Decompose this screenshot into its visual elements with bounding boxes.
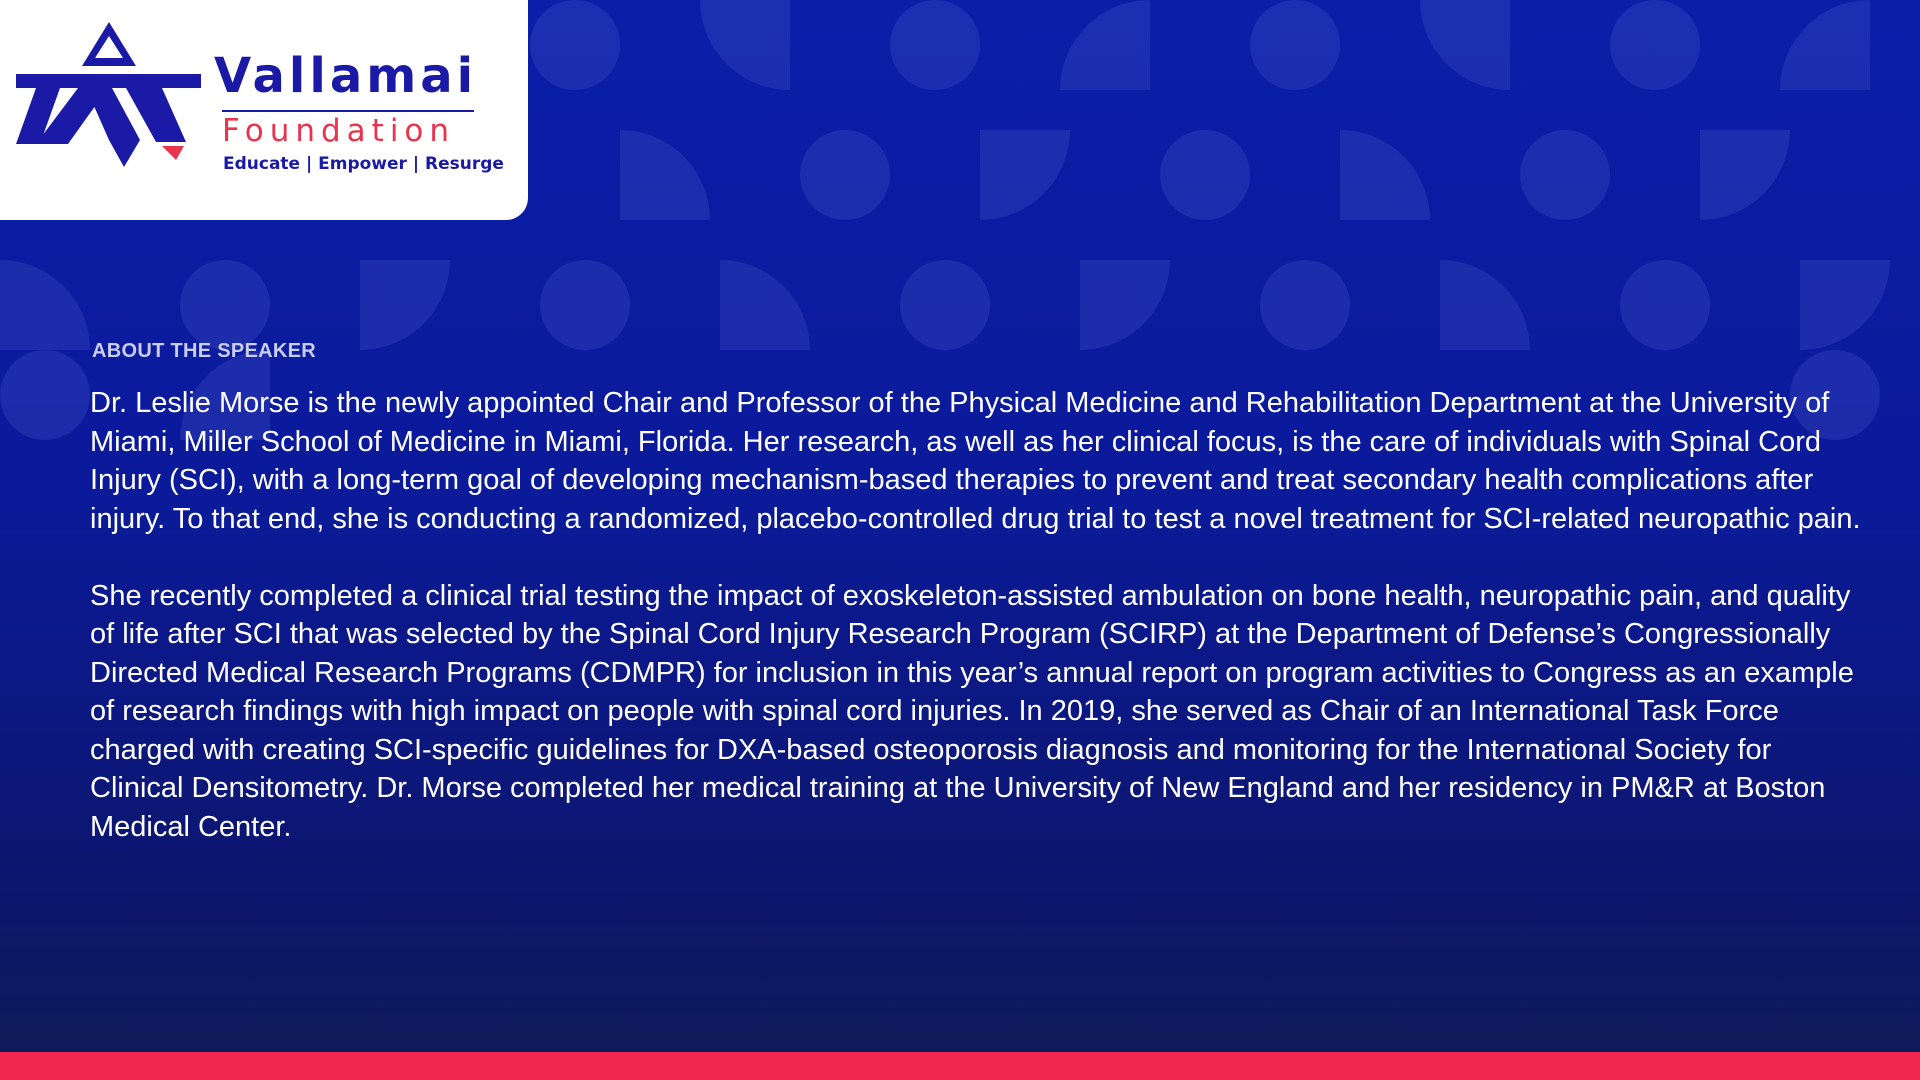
- brand-name: Vallamai: [214, 48, 478, 104]
- bio-paragraph-2: She recently completed a clinical trial testing the impact of exoskeleton-assisted ambulation on bone health, neuropathic pain, and quality of life after SCI that was selected by the Spinal Cord Injury Research Program (SCIRP) at the Department of Defense’s Congressionally Directed Medical Research Programs (CDMPR) for inclusion in this year’s annual report on program activities to Congress as an example of research findings with high impact on people with spinal cord injuries. In 2019, she served as Chair of an International Task Force charged with creating SCI-specific guidelines for DXA-based osteoporosis diagnosis and monitoring for the International Society for Clinical Densitometry. Dr. Morse completed her medical training at the University of New England and her residency in PM&R at Boston Medical Center.: [90, 579, 1854, 843]
- speaker-bio: [90, 384, 1870, 885]
- bio-paragraph-1: Dr. Leslie Morse is the newly appointed Chair and Professor of the Physical Medicine and Rehabilitation Department at the University of Miami, Miller School of Medicine in Miami, Florida. Her research, as well as her clinical focus, is the care of individuals with Spinal Cord Injury (SCI), with a long-term goal of developing mechanism-based therapies to prevent and treat secondary health complications after injury. To that end, she is conducting a randomized, placebo-controlled drug trial to test a novel treatment for SCI-related neuropathic pain.: [90, 387, 1861, 535]
- brand-subtitle: Foundation: [222, 113, 456, 149]
- brand-divider: [222, 110, 474, 112]
- logo-card: [0, 0, 528, 220]
- vallamai-logo-icon: [16, 22, 201, 167]
- section-label: ABOUT THE SPEAKER: [92, 340, 317, 362]
- brand-tagline: Educate | Empower | Resurge: [223, 154, 504, 174]
- bottom-accent-bar: [0, 1052, 1920, 1080]
